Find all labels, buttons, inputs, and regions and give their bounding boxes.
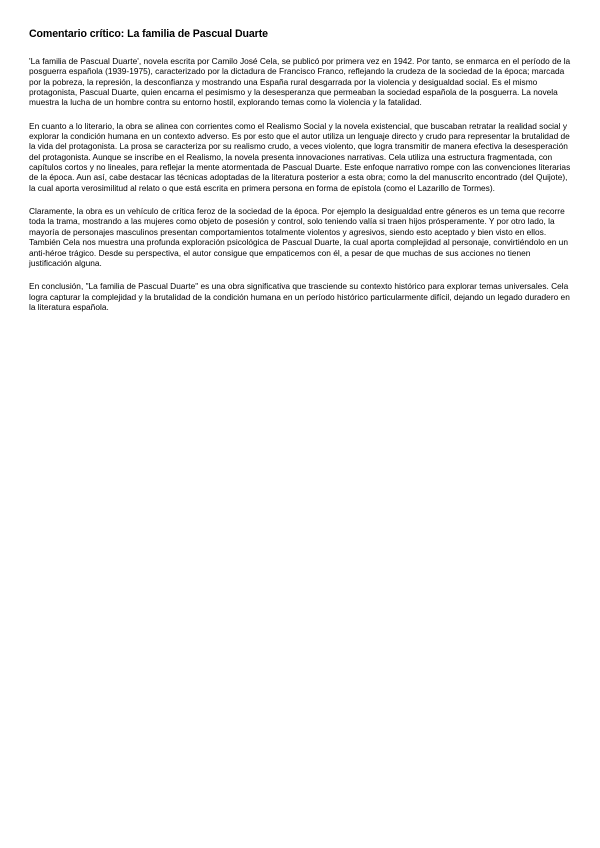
document-title: Comentario crítico: La familia de Pascual Duarte (29, 28, 268, 40)
paragraph-context: 'La familia de Pascual Duarte', novela escrita por Camilo José Cela, se publicó por primera vez en 1942. Por tanto, se enmarca en el período de la posguerra española (1939-1975), caracterizado por la dictadura de Francisco Franco, reflejando la crudeza de la sociedad de la época; marcada por la pobreza, la represión, la desconfianza y mostrando una España rural desgarrada por la violencia y desigualdad social. Es el mismo protagonista, Pascual Duarte, quien encarna el pesimismo y la desesperanza que permeaban la sociedad española de la posguerra. La novela muestra la lucha de un hombre contra su entorno hostil, explorando temas como la violencia y la fatalidad. (29, 56, 571, 108)
document-body (29, 56, 572, 325)
paragraph-conclusion: En conclusión, "La familia de Pascual Duarte" es una obra significativa que trasciende su contexto histórico para explorar temas universales. Cela logra capturar la complejidad y la brutalidad de la condición humana en un período histórico particularmente difícil, dejando un legado duradero en la literatura española. (29, 281, 570, 312)
paragraph-critique: Claramente, la obra es un vehículo de crítica feroz de la sociedad de la época. Por ejemplo la desigualdad entre géneros es un tema que recorre toda la trama, mostrando a las mujeres como objeto de posesión y control, solo teniendo valía si traen hijos prósperamente. Y por otro lado, la mayoría de personajes masculinos presentan comportamientos totalmente violentos y agresivos, siendo esto aceptado y bien visto en ellos. También Cela nos muestra una profunda exploración psicológica de Pascual Duarte, la cual aporta complejidad al personaje, convirtiéndolo en un anti-héroe trágico. Desde su perspectiva, el autor consigue que empaticemos con él, a pesar de que muchas de sus acciones no tienen justificación alguna. (29, 206, 568, 268)
paragraph-literary: En cuanto a lo literario, la obra se alinea con corrientes como el Realismo Social y la novela existencial, que buscaban retratar la realidad social y explorar la condición humana en un contexto adverso. Es por esto que el autor utiliza un lenguaje directo y crudo para representar la brutalidad de la vida del protagonista. La prosa se caracteriza por su realismo crudo, a veces violento, que logra transmitir de manera efectiva la desesperación del protagonista. Aunque se inscribe en el Realismo, la novela presenta innovaciones narrativas. Cela utiliza una estructura fragmentada, con capítulos cortos y no lineales, para reflejar la mente atormentada de Pascual Duarte. Este enfoque narrativo rompe con las convenciones literarias de la época. Aun así, cabe destacar las técnicas adoptadas de la literatura posterior a esta obra; como la del manuscrito encontrado (del Quijote), la cual aporta verosimilitud al relato o que está escrita en primera persona en forma de epístola (como el Lazarillo de Tormes). (29, 120, 571, 193)
